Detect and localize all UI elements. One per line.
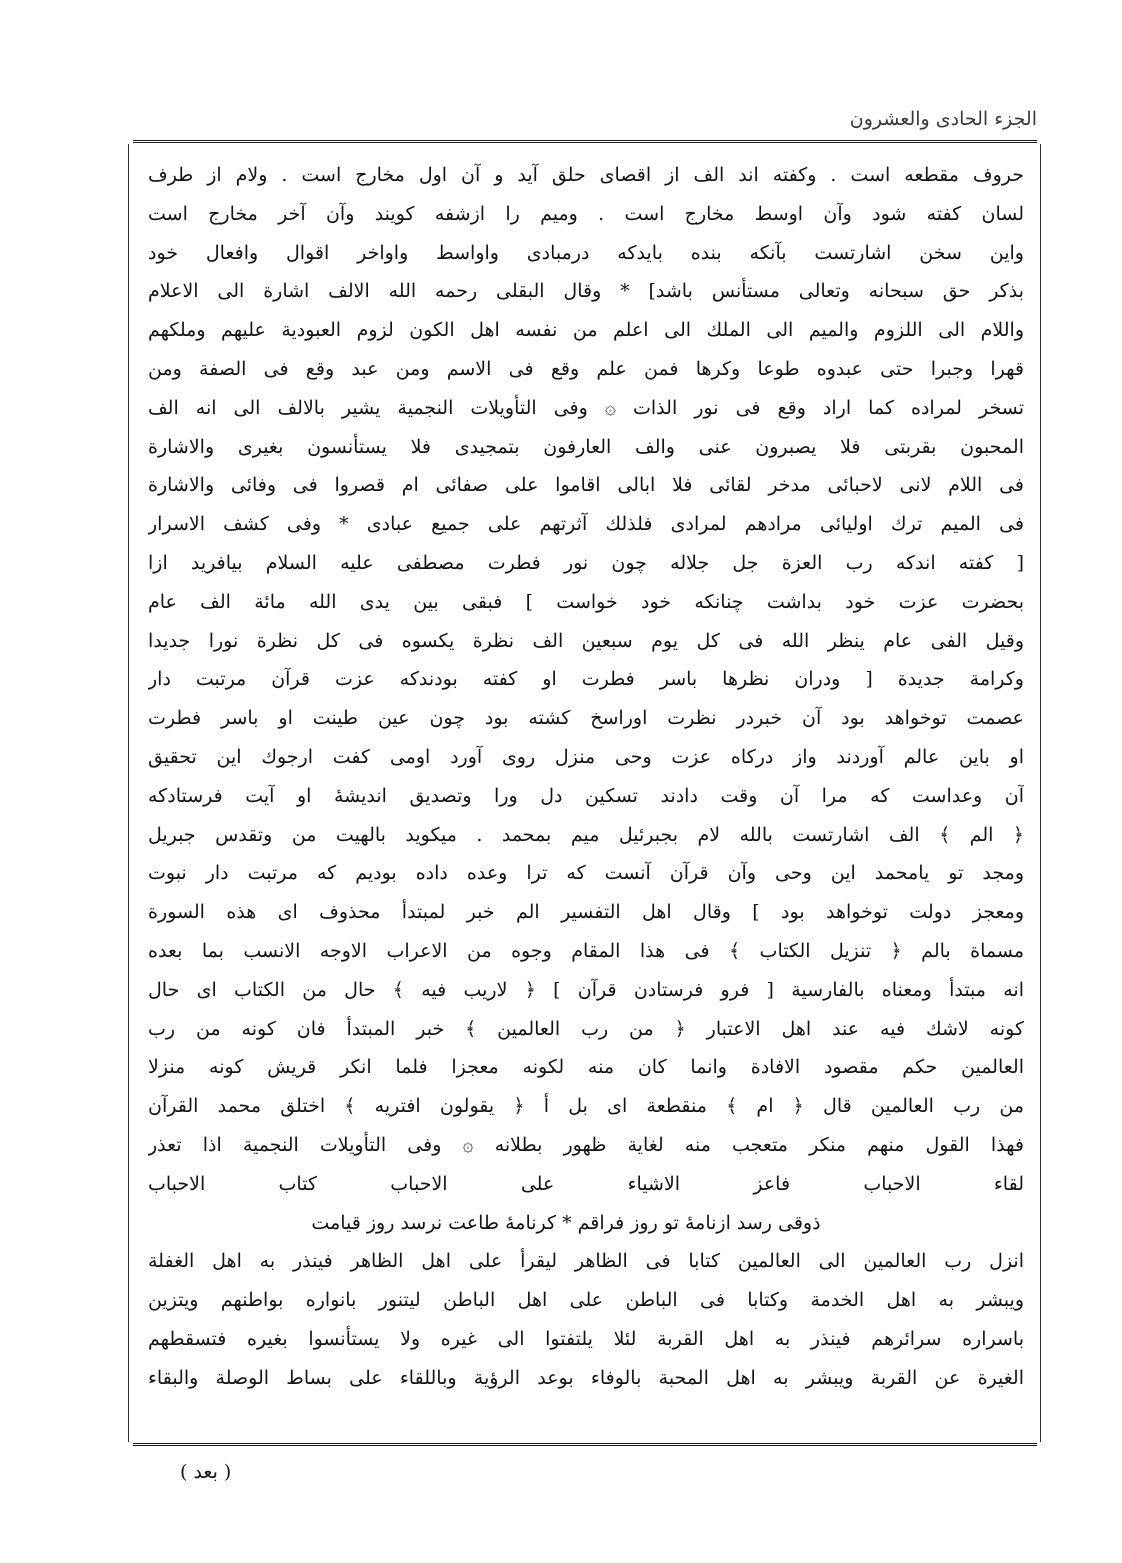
text-line: قهرا وجبرا حتى عبدوه طوعا وكرها فمن علم وقع فى الاسم ومن عبد وقع فى الصفة ومن: [148, 357, 1024, 380]
text-line: واللام الى اللزوم والميم الى الملك الى اعلم من نفسه اهل الكون لزوم العبودية عليهم وملكهم: [148, 319, 1024, 342]
text-line: فى الميم ترك اوليائى مرادهم لمرادى فلذلك آثرتهم على جميع عبادى * وفى كشف الاسرار: [148, 513, 1024, 536]
text-line: فى اللام لانى لاحبائى مدخر لقائى فلا ابالى اقاموا على صفائى ام قصروا فى وفائى والاشارة: [148, 474, 1024, 497]
running-head: الجزء الحادى والعشرون: [849, 108, 1037, 130]
text-line: ومعجز دولت توخواهد بود ] وقال اهل التفسير الم خبر لمبتدأ محذوف اى هذه السورة: [148, 901, 1024, 924]
text-line: انه مبتدأ ومعناه بالفارسية [ فرو فرستادن قرآن ] ﴿ لاريب فيه ﴾ حال من الكتاب اى حال: [148, 978, 1024, 1001]
text-line: واين سخن اشارتست بآنكه بنده بايدكه درمبادى واواسط واواخر اقوال وافعال خود: [148, 241, 1024, 264]
page-header: [133, 108, 1037, 136]
text-line: ﴿ الم ﴾ الف اشارتست بالله لام بجبرئيل ميم بمحمد . ميكويد بالهيت من وتقدس جبريل: [148, 823, 1024, 846]
text-line: ومجد تو يامحمد اين وحى وآن قرآن آنست كه ترا وعده داده بوديم كه مرتبت دار نبوت: [148, 862, 1024, 885]
text-line: لقاء الاحباب فاعز الاشياء على الاحباب كتاب الاحباب: [148, 1172, 1024, 1195]
text-line: وقيل الفى عام ينظر الله فى كل يوم سبعين الف نظرة يكسوه فى كل نظرة نورا جديدا: [148, 629, 1024, 652]
text-line: آن وعداست كه مرا آن وقت دادند تسكين دل ورا وتصديق انديشهٔ او آيت فرستادكه: [148, 784, 1024, 807]
text-line: تسخر لمراده كما اراد وقع فى نور الذات ۞ وفى التأويلات النجمية يشير بالالف الى انه الف: [148, 396, 1024, 419]
text-line: الغيرة عن القربة ويبشر به اهل المحبة بالوفاء بوعد الرؤية وباللقاء على بساط الوصلة والبقاء: [148, 1366, 1024, 1389]
frame-rule-left: [128, 144, 129, 1442]
text-line: [ كفته اندكه رب العزة جل جلاله چون نور فطرت مصطفى عليه السلام بيافريد ازا: [148, 551, 1024, 574]
text-line: وكرامة جديدة [ ودران نظرها باسر فطرت او كفته بودندكه عزت قرآن مرتبت دار: [148, 668, 1024, 691]
text-line: ويبشر به اهل الخدمة وكتابا فى الباطن على اهل الباطن ليتنور بانواره بواطنهم ويتزين: [148, 1289, 1024, 1312]
text-line: كونه لاشك فيه عند اهل الاعتبار ﴿ من رب العالمين ﴾ خبر المبتدأ فان كونه من رب: [148, 1017, 1024, 1040]
catchword: ( بعد ): [180, 1461, 232, 1483]
text-line: او باين عالم آوردند واز دركاه عزت وحى منزل روى آورد اومى كفت ارجوك اين تحقيق: [148, 745, 1024, 768]
text-line: حروف مقطعه است . وكفته اند الف از اقصاى حلق آيد و آن اول مخارج است . ولام از طرف: [148, 164, 1024, 186]
text-line: بحضرت عزت خود بداشت چنانكه خود خواست ] فبقى بين يدى الله مائة الف عام: [148, 590, 1024, 613]
text-line: انزل رب العالمين الى العالمين كتابا فى الظاهر ليقرأ على اهل الظاهر فينذر به اهل الغفلة: [148, 1250, 1024, 1273]
text-line: العالمين حكم مقصود الافادة وانما كان منه لكونه معجزا فلما انكر قريش كونه منزلا: [148, 1056, 1024, 1079]
text-line: بذكر حق سبحانه وتعالى مستأنس باشد] * وقال البقلى رحمه الله الالف اشارة الى الاعلام: [148, 280, 1024, 303]
body-text: [148, 156, 1024, 1398]
text-line: لسان كفته شود وآن اوسط مخارج است . وميم را ازشفه كويند وآن آخر مخارج است: [148, 202, 1024, 225]
text-line: المحبون بقربتى فلا يصبرون عنى والف العارفون بتمجيدى فلا يستأنسون بغيرى والاشارة: [148, 435, 1024, 458]
text-line: عصمت توخواهد بود آن خبردر نظرت اوراسخ كشته بود چون عين طينت او باسر فطرت: [148, 707, 1024, 730]
text-line: فهذا القول منهم منكر متعجب منه لغاية ظهور بطلانه ۞ وفى التأويلات النجمية اذا تعذر: [148, 1133, 1024, 1156]
text-line: من رب العالمين قال ﴿ ام ﴾ منقطعة اى بل أ ﴿ يقولون افتريه ﴾ اختلق محمد القرآن: [148, 1095, 1024, 1118]
frame-rule-right: [1040, 144, 1041, 1442]
text-line: باسراره سرائرهم فينذر به اهل القربة لئلا يلتفتوا الى غيره ولا يستأنسوا بغيره فتسقطهم: [148, 1327, 1024, 1350]
poem-verse: ذوقى رسد ازنامهٔ تو روز فراقم * كرنامهٔ طاعت نرسد روز قيامت: [311, 1211, 821, 1234]
text-line: مسماة بالم ﴿ تنزيل الكتاب ﴾ فى هذا المقام وجوه من الاعراب الاوجه الانسب بما بعده: [148, 939, 1024, 962]
